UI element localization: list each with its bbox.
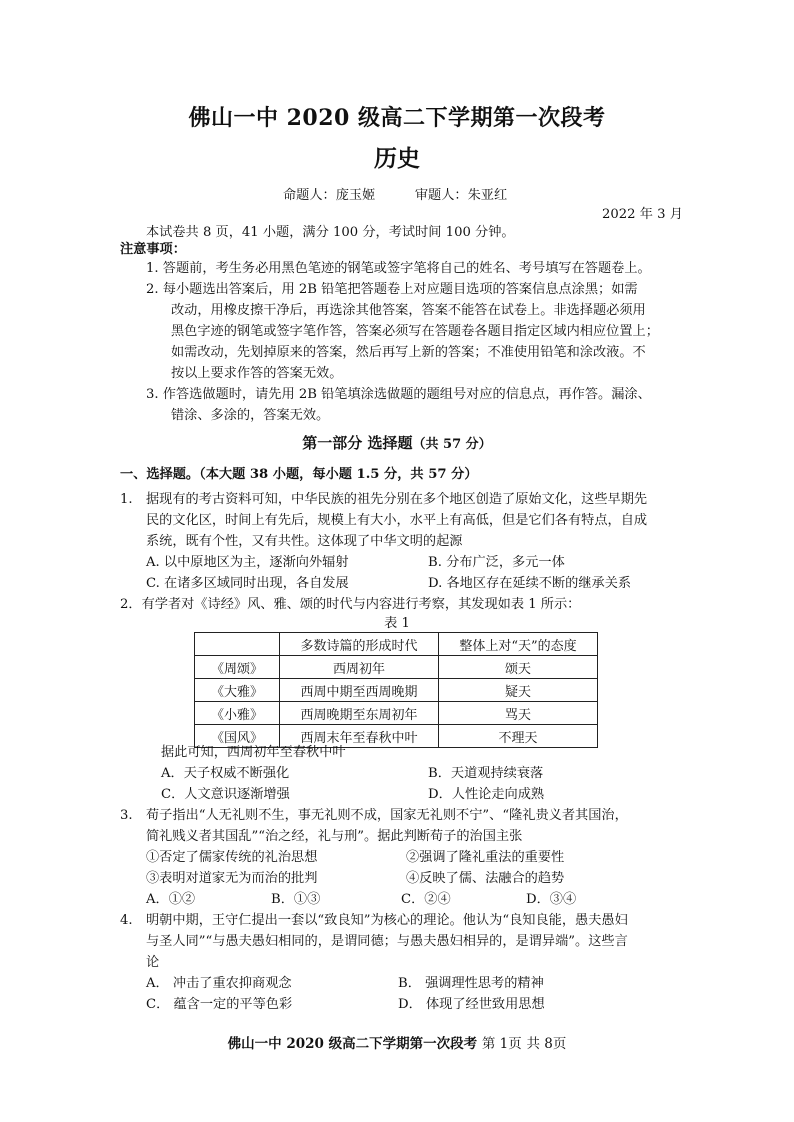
- page-footer: [0, 1032, 794, 1052]
- exam-intro: 本试卷共 8 页，41 小题，满分 100 分，考试时间 100 分钟。: [146, 225, 515, 240]
- q2-option-a: A．天子权威不断强化: [161, 766, 290, 781]
- q3-number: 3.: [120, 808, 133, 823]
- q2-conclusion: 据此可知，西周初年至春秋中叶: [161, 745, 346, 760]
- notice-line: 如需改动，先划掉原来的答案，然后再写上新的答案；不准使用铅笔和涂改液。不: [171, 345, 646, 360]
- q3-option-d: D．③④: [526, 892, 577, 907]
- notice-line: 2. 每小题选出答案后，用 2B 铅笔把答题卷上对应题目选项的答案信息点涂黑；如需: [146, 282, 638, 297]
- q3-option-c: C．②④: [401, 892, 451, 907]
- subject-title: 历史: [374, 145, 420, 172]
- notice-line: 1. 答题前，考生务必用黑色笔迹的钢笔或签字笔将自己的姓名、考号填写在答题卷上。: [146, 261, 651, 276]
- table-cell: 颂天: [439, 656, 598, 679]
- q1-stem-line: 民的文化区，时间上有先后，规模上有大小，水平上有高低，但是它们各有特点，自成: [146, 513, 648, 528]
- table-cell: 《大雅》: [195, 679, 280, 702]
- q2-option-b: B．天道观持续衰落: [428, 766, 544, 781]
- q1-stem-line: 系统，既有个性，又有共性。这体现了中华文明的起源: [146, 534, 463, 549]
- q4-stem-line: 明朝中期，王守仁提出一套以“致良知”为核心的理论。他认为“良知良能，愚夫愚妇: [146, 913, 628, 928]
- table-cell: 西周初年: [280, 656, 439, 679]
- q2-option-d: D．人性论走向成熟: [428, 787, 545, 802]
- q3-stem-line: 简礼贱义者其国乱”“治之经，礼与刑”。据此判断荀子的治国主张: [146, 829, 523, 844]
- table-cell: 西周末年至春秋中叶: [280, 725, 439, 748]
- q3-option-b: B．①③: [271, 892, 321, 907]
- table-cell: 骂天: [439, 702, 598, 725]
- q3-stem-line: 荀子指出“人无礼则不生，事无礼则不成，国家无礼则不宁”、“隆礼贵义者其国治，: [146, 808, 628, 823]
- q4-option-a: A． 冲击了重农抑商观念: [146, 976, 292, 991]
- table-row: [195, 656, 598, 679]
- table-cell: 疑天: [439, 679, 598, 702]
- q3-statement: ①否定了儒家传统的礼治思想: [146, 850, 318, 865]
- table-cell: 不理天: [439, 725, 598, 748]
- q2-stem: 2．有学者对《诗经》风、雅、颂的时代与内容进行考察，其发现如表 1 所示：: [120, 597, 581, 612]
- table-header-row: [195, 633, 598, 656]
- q1-number: 1.: [120, 492, 133, 507]
- notice-line: 按以上要求作答的答案无效。: [171, 366, 343, 381]
- q4-option-b: B． 强调理性思考的精神: [398, 976, 544, 991]
- q4-stem-line: 与圣人同”“与愚夫愚妇相同的，是谓同德；与愚夫愚妇相异的，是谓异端”。这些言: [146, 934, 628, 949]
- poetry-table: [194, 632, 598, 748]
- q3-option-a: A．①②: [146, 892, 196, 907]
- table-header-cell: [195, 633, 280, 656]
- notice-line: 3. 作答选做题时，请先用 2B 铅笔填涂选做题的题组号对应的信息点，再作答。漏涂、: [146, 387, 651, 402]
- section-score: （共 57 分）: [412, 437, 492, 452]
- q4-option-c: C． 蕴含一定的平等色彩: [146, 997, 293, 1012]
- q1-option-c: C. 在诸多区域同时出现，各自发展: [146, 576, 349, 591]
- table-row: [195, 679, 598, 702]
- table-cell: 《国风》: [195, 725, 280, 748]
- authors-line: 命题人：庞玉姬 审题人：朱亚红: [283, 188, 508, 203]
- table-cell: 西周中期至西周晚期: [280, 679, 439, 702]
- notice-line: 黑色字迹的钢笔或签字笔作答，答案必须写在答题卷各题目指定区域内相应位置上；: [171, 324, 659, 339]
- table-cell: 《小雅》: [195, 702, 280, 725]
- q1-option-d: D. 各地区存在延续不断的继承关系: [428, 576, 632, 591]
- q4-stem-line: 论: [146, 955, 160, 970]
- table-header-cell: 多数诗篇的形成时代: [280, 633, 439, 656]
- exam-title: 佛山一中 2020 级高二下学期第一次段考: [188, 105, 606, 131]
- q1-option-b: B. 分布广泛，多元一体: [428, 555, 565, 570]
- section-title: [0, 432, 794, 453]
- q1-stem-line: 据现有的考古资料可知，中华民族的祖先分别在多个地区创造了原始文化，这些早期先: [146, 492, 648, 507]
- q3-statement: ④反映了儒、法融合的趋势: [406, 871, 565, 886]
- exam-date: 2022 年 3 月: [602, 207, 683, 222]
- section-title-text: 第一部分 选择题: [302, 434, 413, 452]
- part-heading: 一、选择题。（本大题 38 小题，每小题 1.5 分，共 57 分）: [120, 467, 478, 482]
- notice-line: 错涂、多涂的，答案无效。: [171, 408, 330, 423]
- notice-line: 改动，用橡皮擦干净后，再选涂其他答案，答案不能答在试卷上。非选择题必须用: [171, 303, 646, 318]
- table-cell: 《周颂》: [195, 656, 280, 679]
- q3-statement: ②强调了隆礼重法的重要性: [406, 850, 565, 865]
- footer-page-number: 第 1页: [481, 1036, 522, 1052]
- footer-total-pages: 共 8页: [526, 1036, 567, 1052]
- q1-option-a: A. 以中原地区为主，逐渐向外辐射: [146, 555, 349, 570]
- table-header-cell: 整体上对“天”的态度: [439, 633, 598, 656]
- notice-heading: 注意事项：: [120, 242, 186, 257]
- table-row: [195, 702, 598, 725]
- table-cell: 西周晚期至东周初年: [280, 702, 439, 725]
- q3-statement: ③表明对道家无为而治的批判: [146, 871, 318, 886]
- q2-option-c: C．人文意识逐渐增强: [161, 787, 290, 802]
- q4-number: 4.: [120, 913, 133, 928]
- footer-exam-name: 佛山一中 2020 级高二下学期第一次段考: [227, 1036, 478, 1052]
- q4-option-d: D． 体现了经世致用思想: [398, 997, 545, 1012]
- table-caption: 表 1: [384, 616, 410, 631]
